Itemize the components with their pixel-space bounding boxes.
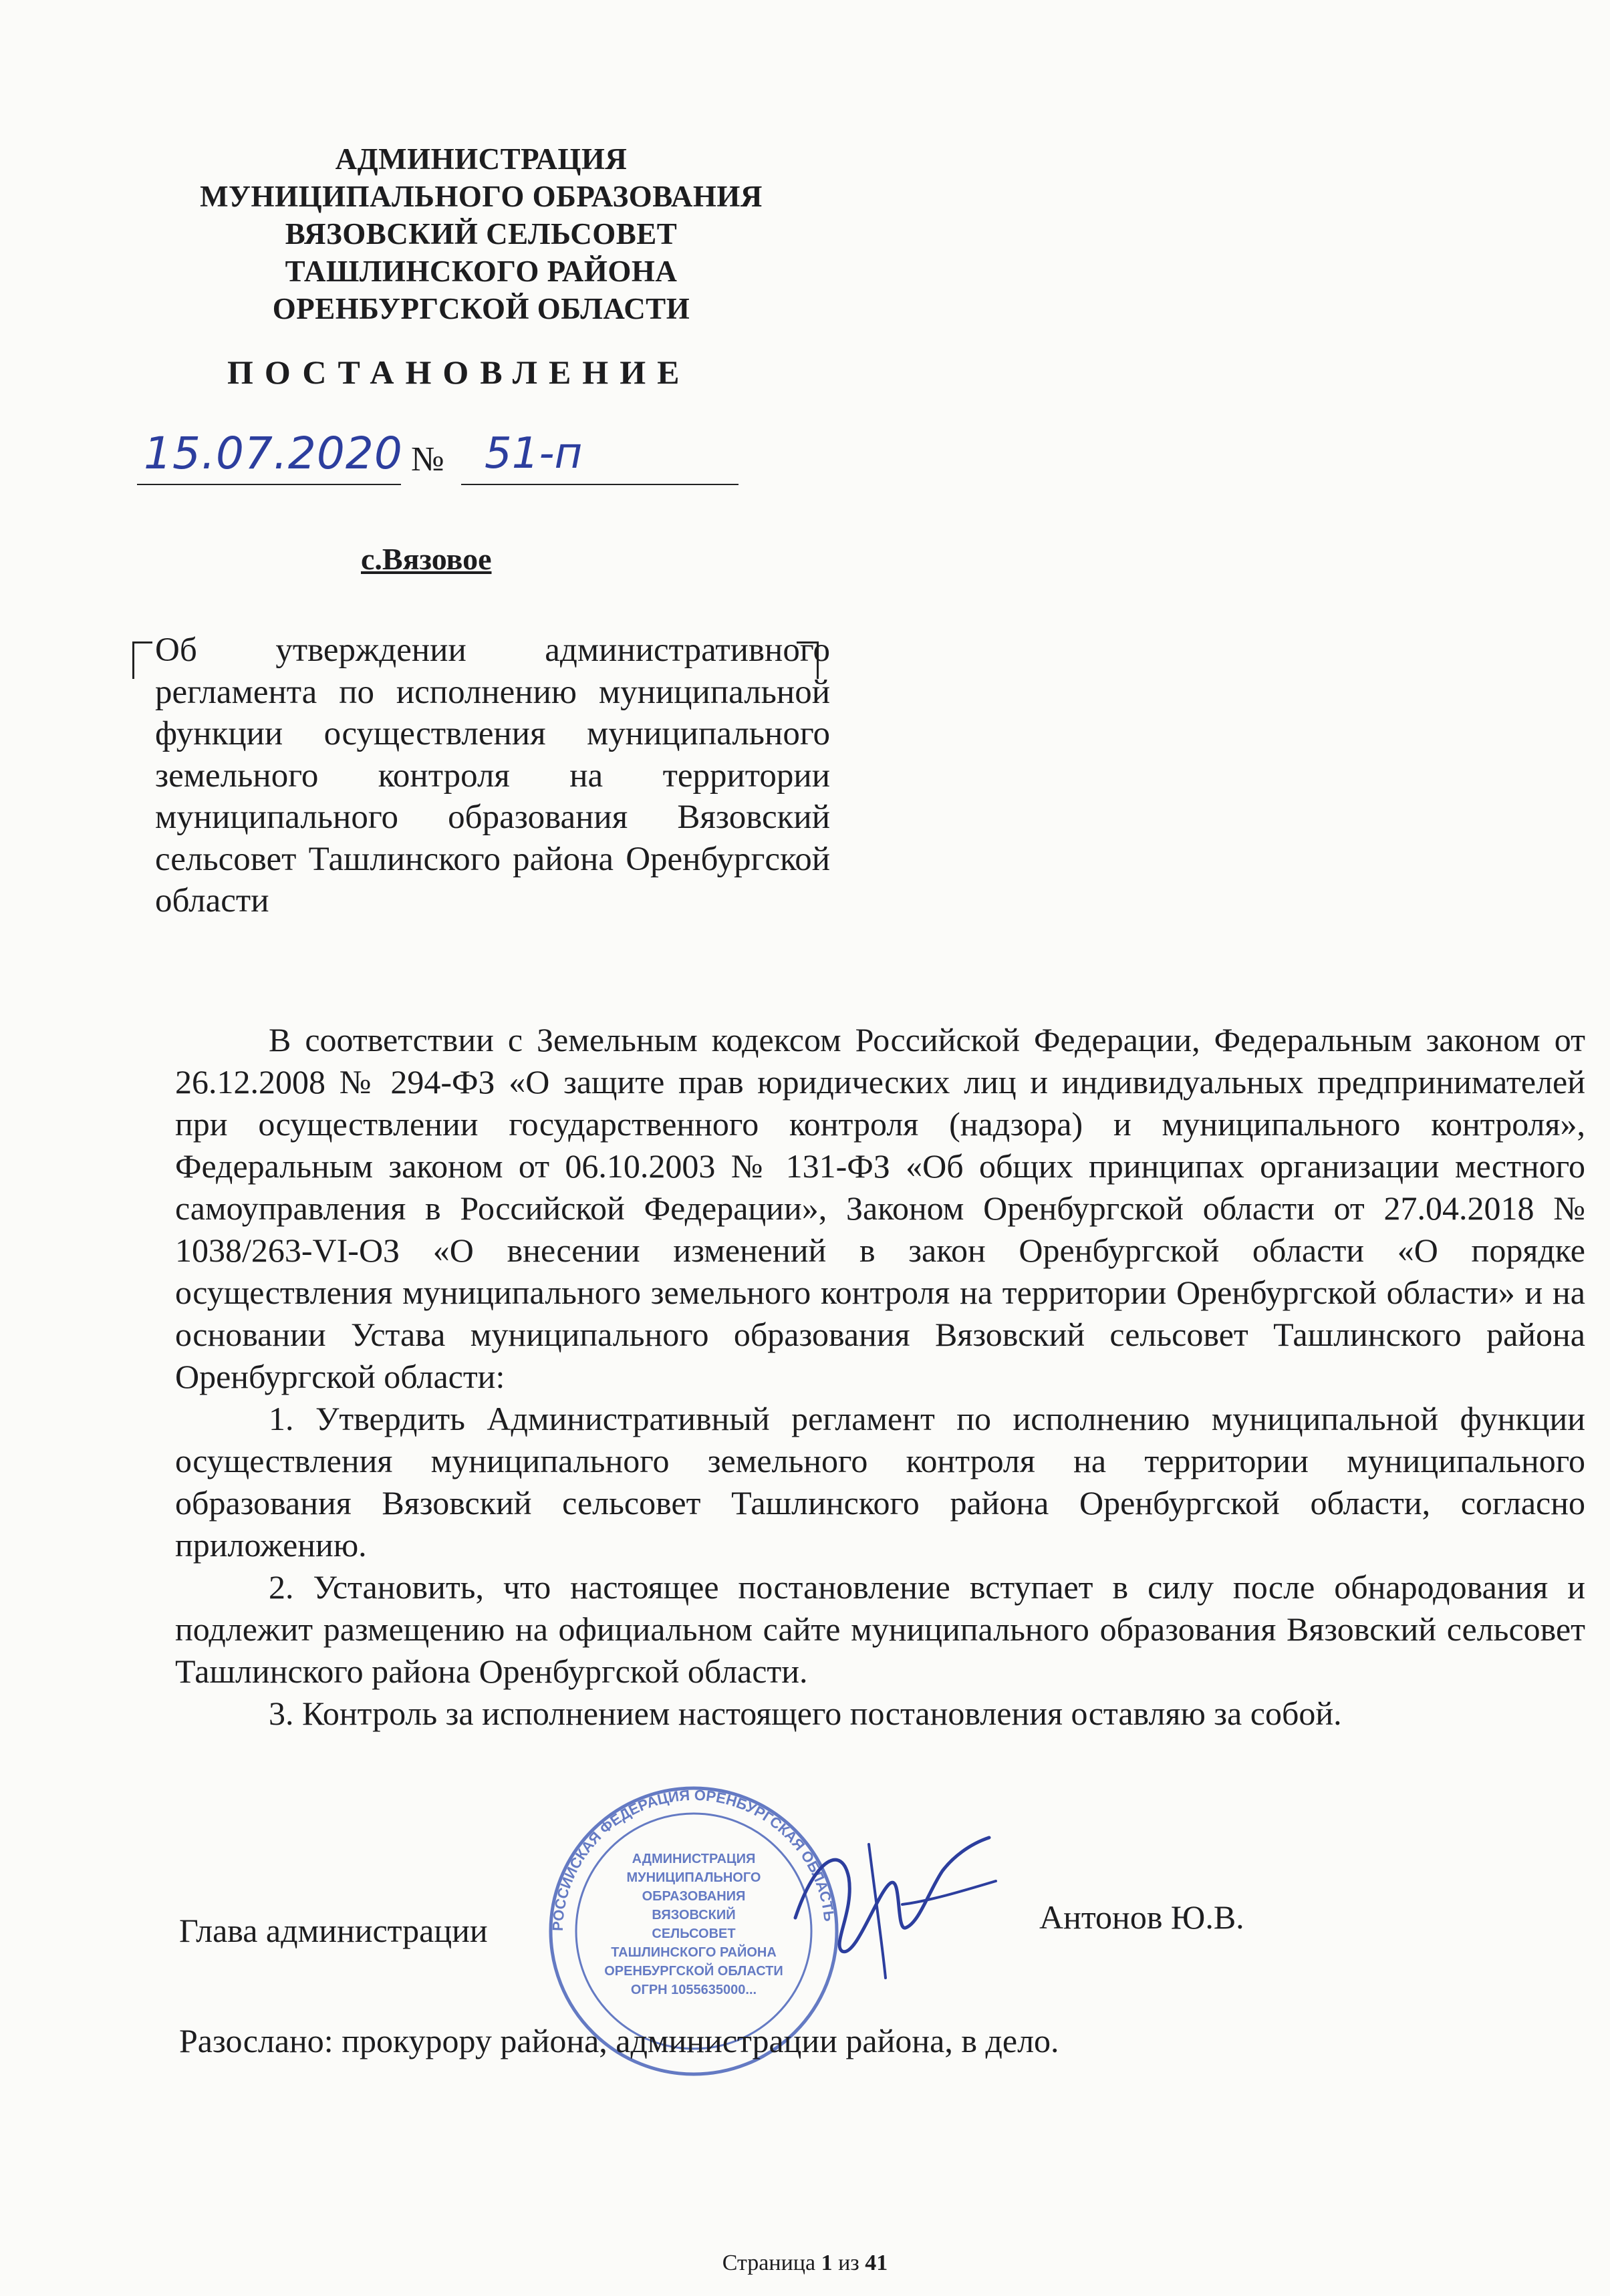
stamp-line: АДМИНИСТРАЦИЯ <box>632 1852 756 1866</box>
number-underline <box>461 484 739 485</box>
resolution-item-3: 3. Контроль за исполнением настоящего постановления оставляю за собой. <box>269 1695 1342 1732</box>
stamp-ring-text: РОССИЙСКАЯ ФЕДЕРАЦИЯ ОРЕНБУРГСКАЯ ОБЛАСТЬ <box>549 1786 838 1932</box>
handwritten-date: 15.07.2020 <box>144 428 403 479</box>
stamp-line: СЕЛЬСОВЕТ <box>652 1926 736 1941</box>
header-line: ВЯЗОВСКИЙ СЕЛЬСОВЕТ <box>285 217 678 251</box>
handwritten-signature <box>769 1818 1009 1991</box>
organization-header <box>147 140 815 327</box>
stamp-line: МУНИЦИПАЛЬНОГО <box>626 1870 761 1885</box>
page-footer <box>0 2251 1610 2276</box>
subject-bracket-left-vertical <box>132 641 134 679</box>
stamp-line: ОГРН 1055635000... <box>630 1983 757 1997</box>
stamp-line: ОБРАЗОВАНИЯ <box>642 1889 746 1904</box>
signatory-position: Глава администрации <box>179 1912 488 1949</box>
date-underline <box>137 484 401 485</box>
resolution-item-2: 2. Установить, что настоящее постановление вступает в силу после обнародования и подлежит размещению на официальном сайте муниципального образования Вязовский сельсовет Ташлинского района Оренбургской области. <box>175 1568 1585 1690</box>
signatory-name: Антонов Ю.В. <box>1039 1898 1244 1936</box>
document-type-title: ПОСТАНОВЛЕНИЕ <box>227 353 691 391</box>
header-line: АДМИНИСТРАЦИЯ <box>335 142 628 176</box>
total-pages: 41 <box>865 2251 888 2275</box>
resolution-item-1: 1. Утвердить Административный регламент по исполнению муниципальной функции осуществления муниципального земельного контроля на территории муниципального образования Вязовский сельсовет Ташлинского района Оренбургской области, согласно приложению. <box>175 1400 1585 1564</box>
header-line: ОРЕНБУРГСКОЙ ОБЛАСТИ <box>272 292 690 325</box>
place-of-issue: с.Вязовое <box>361 542 492 576</box>
subject-bracket-left <box>132 641 152 643</box>
handwritten-number: 51-п <box>485 429 583 478</box>
current-page-number: 1 <box>821 2251 833 2275</box>
number-sign: № <box>411 440 444 478</box>
date-number-row <box>137 428 805 494</box>
document-subject: Об утверждении административного регламента по исполнению муниципальной функции осуществления муниципального земельного контроля на территории муниципального образования Вязовский сельсовет Ташлинского района Оренбургской области <box>155 631 830 919</box>
footer-middle: из <box>832 2251 865 2275</box>
header-line: МУНИЦИПАЛЬНОГО ОБРАЗОВАНИЯ <box>200 180 763 213</box>
preamble-paragraph: В соответствии с Земельным кодексом Российской Федерации, Федеральным законом от 26.12.2008 № 294-ФЗ «О защите прав юридических лиц и индивидуальных предпринимателей при осуществлении государственного контроля (надзора) и муниципального контроля», Федеральным законом от 06.10.2003 № 131-ФЗ «Об общих принципах организации местного самоуправления в Российской Федерации», Законом Оренбургской области от 27.04.2018 № 1038/263-VI-ОЗ «О внесении изменений в закон Оренбургской области «О порядке осуществления муниципального земельного контроля на территории Оренбургской области» и на основании Устава муниципального образования Вязовский сельсовет Ташлинского района Оренбургской области: <box>175 1021 1585 1395</box>
stamp-line: ВЯЗОВСКИЙ <box>652 1908 736 1922</box>
distribution-list: Разослано: прокурору района, администрации района, в дело. <box>179 2022 1059 2059</box>
stamp-line: ТАШЛИНСКОГО РАЙОНА <box>611 1945 777 1960</box>
header-line: ТАШЛИНСКОГО РАЙОНА <box>285 255 678 288</box>
stamp-line: ОРЕНБУРГСКОЙ ОБЛАСТИ <box>604 1964 783 1979</box>
footer-prefix: Страница <box>722 2251 821 2275</box>
document-body <box>175 1019 1585 1735</box>
